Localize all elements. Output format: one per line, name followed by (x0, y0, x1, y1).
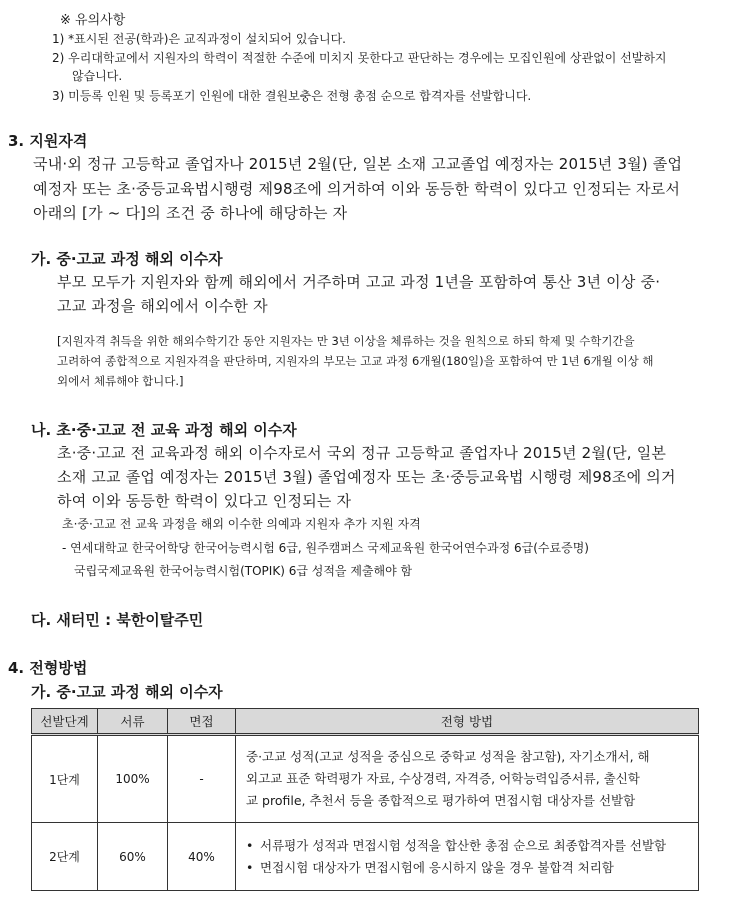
row2-interview: 40% (168, 823, 236, 891)
ga-line-1: 부모 모두가 지원자와 함께 해외에서 거주하며 고교 과정 1년을 포함하여 통산 3년 이상 중· (57, 273, 661, 291)
table-row (32, 823, 699, 891)
ga-title: 가. 중·고교 과정 해외 이수자 (31, 250, 223, 268)
section4-subtitle: 가. 중·고교 과정 해외 이수자 (31, 683, 223, 701)
da-title: 다. 새터민 : 북한이탈주민 (31, 611, 204, 629)
na-line-1: 초·중·고교 전 교육과정 해외 이수자로서 국외 정규 고등학교 졸업자나 2015년 2월(단, 일본 (57, 444, 667, 462)
row1-interview: - (168, 735, 236, 823)
na-line-2: 소재 고교 졸업 예정자는 2015년 3월) 졸업예정자 또는 초·중등교육법 시행령 제98조에 의거 (57, 468, 676, 486)
note-item-3: 3) 미등록 인원 및 등록포기 인원에 대한 결원보충은 전형 총점 순으로 합격자를 선발합니다. (52, 89, 532, 103)
row2-stage: 2단계 (32, 823, 98, 891)
header-method: 전형 방법 (236, 709, 699, 735)
ga-line-2: 고교 과정을 해외에서 이수한 자 (57, 297, 268, 315)
header-stage: 선발단계 (32, 709, 98, 735)
section3-line-1: 국내·외 정규 고등학교 졸업자나 2015년 2월(단, 일본 소재 고교졸업 예정자는 2015년 3월) 졸업 (33, 155, 683, 173)
section3-line-2: 예정자 또는 초·중등교육법시행령 제98조에 의거하여 이와 동등한 학력이 있다고 인정되는 자로서 (33, 180, 681, 198)
row1-docs: 100% (98, 735, 168, 823)
header-docs: 서류 (98, 709, 168, 735)
table-row (32, 735, 699, 823)
row2-method-item-2: • 면접시험 대상자가 면접시험에 응시하지 않을 경우 불합격 처리함 (246, 857, 688, 879)
row2-method (236, 823, 699, 891)
row1-method-line-1: 중·고교 성적(고교 성적을 중심으로 중학교 성적을 참고함), 자기소개서, 해 (246, 749, 650, 764)
section4-title: 4. 전형방법 (8, 659, 88, 677)
section3-title: 3. 지원자격 (8, 132, 88, 150)
note-item-1: 1) *표시된 전공(학과)은 교직과정이 설치되어 있습니다. (52, 32, 347, 46)
row2-method-list (246, 835, 688, 879)
na-line-3: 하여 이와 동등한 학력이 있다고 인정되는 자 (57, 492, 352, 510)
ga-note-2: 고려하여 종합적으로 지원자격을 판단하며, 지원자의 부모는 고교 과정 6개월(180일)을 포함하여 만 1년 6개월 이상 해 (57, 354, 654, 368)
na-extra: 초·중·고교 전 교육 과정을 해외 이수한 의예과 지원자 추가 지원 자격 (62, 517, 421, 531)
row2-method-item-1: • 서류평가 성적과 면접시험 성적을 합산한 총점 순으로 최종합격자를 선발함 (246, 835, 688, 857)
na-dash-2: 국립국제교육원 한국어능력시험(TOPIK) 6급 성적을 제출해야 함 (74, 564, 413, 578)
notes-heading: ※ 유의사항 (60, 13, 126, 28)
row1-method (236, 735, 699, 823)
row1-method-line-2: 외고교 표준 학력평가 자료, 수상경력, 자격증, 어학능력입증서류, 출신학 (246, 771, 640, 786)
row1-stage: 1단계 (32, 735, 98, 823)
note-item-2: 2) 우리대학교에서 지원자의 학력이 적절한 수준에 미치지 못한다고 판단하는 경우에는 모집인원에 상관없이 선발하지 (52, 51, 667, 65)
table-header-row (32, 709, 699, 735)
ga-note-1: [지원자격 취득을 위한 해외수학기간 동안 지원자는 만 3년 이상을 체류하는 것을 원칙으로 하되 학제 및 수학기간을 (57, 334, 635, 348)
row2-docs: 60% (98, 823, 168, 891)
selection-table (31, 708, 699, 891)
header-interview: 면접 (168, 709, 236, 735)
ga-note-3: 외에서 체류해야 합니다.] (57, 374, 184, 388)
row1-method-line-3: 교 profile, 추천서 등을 종합적으로 평가하여 면접시험 대상자를 선발함 (246, 793, 636, 808)
na-dash-1: - 연세대학교 한국어학당 한국어능력시험 6급, 원주캠퍼스 국제교육원 한국어연수과정 6급(수료증명) (62, 541, 589, 555)
na-title: 나. 초·중·고교 전 교육 과정 해외 이수자 (31, 421, 297, 439)
section3-line-3: 아래의 [가 ~ 다]의 조건 중 하나에 해당하는 자 (33, 204, 348, 222)
note-item-2-cont: 않습니다. (72, 69, 123, 83)
